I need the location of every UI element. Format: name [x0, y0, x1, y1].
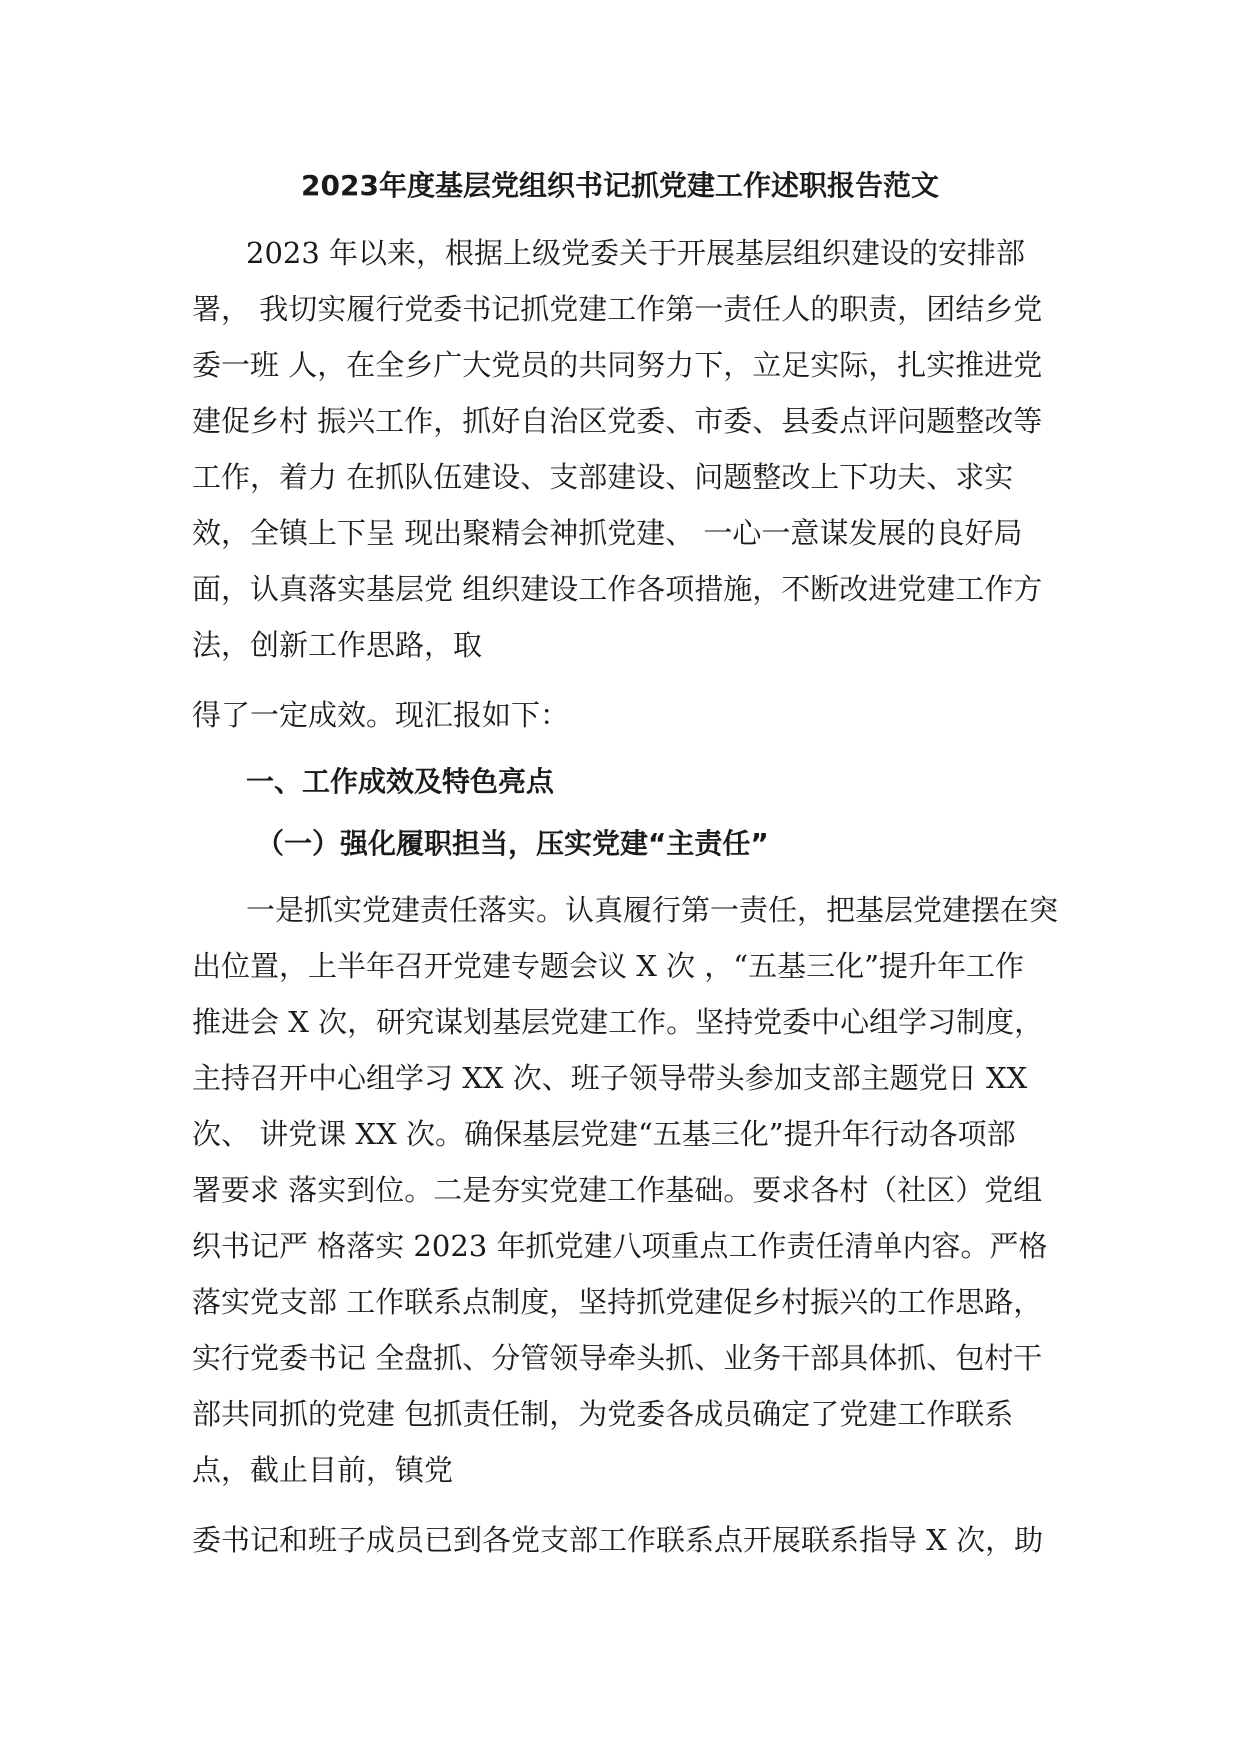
paragraph-line: 委书记和班子成员已到各党支部工作联系点开展联系指导 X 次，助 [192, 1523, 1044, 1557]
paragraph-line: 推进会 X 次，研究谋划基层党建工作。坚持党委中心组学习制度， [192, 1005, 1044, 1039]
paragraph-line: 面，认真落实基层党 组织建设工作各项措施，不断改进党建工作方 [192, 572, 1043, 606]
paragraph-line: 落实党支部 工作联系点制度，坚持抓党建促乡村振兴的工作思路， [192, 1285, 1043, 1319]
paragraph-line: 署要求 落实到位。二是夯实党建工作基础。要求各村（社区）党组 [192, 1173, 1043, 1207]
paragraph-line: 2023 年以来，根据上级党委关于开展基层组织建设的安排部 [246, 236, 1026, 270]
paragraph-line: 实行党委书记 全盘抓、分管领导牵头抓、业务干部具体抓、包村干 [192, 1341, 1043, 1375]
paragraph-line: 主持召开中心组学习 XX 次、班子领导带头参加支部主题党日 XX [192, 1061, 1028, 1095]
paragraph-line: 建促乡村 振兴工作，抓好自治区党委、市委、县委点评问题整改等 [192, 404, 1043, 438]
paragraph-line: 法，创新工作思路，取 [192, 628, 483, 662]
document-title: 2023年度基层党组织书记抓党建工作述职报告范文 [301, 169, 939, 202]
subsection-heading: （一）强化履职担当，压实党建“主责任” [256, 827, 769, 860]
paragraph-line: 一是抓实党建责任落实。认真履行第一责任，把基层党建摆在突 [246, 893, 1059, 927]
paragraph-line: 得了一定成效。现汇报如下： [192, 698, 570, 732]
paragraph-line: 委一班 人，在全乡广大党员的共同努力下，立足实际，扎实推进党 [192, 348, 1043, 382]
paragraph-line: 工作，着力 在抓队伍建设、支部建设、问题整改上下功夫、求实 [192, 460, 1014, 494]
paragraph-line: 效，全镇上下呈 现出聚精会神抓党建、 一心一意谋发展的良好局 [192, 516, 1023, 550]
paragraph-line: 点，截止目前，镇党 [192, 1453, 454, 1487]
paragraph-line: 部共同抓的党建 包抓责任制，为党委各成员确定了党建工作联系 [192, 1397, 1014, 1431]
paragraph-line: 出位置，上半年召开党建专题会议 X 次 ，“五基三化”提升年工作 [192, 949, 1024, 983]
section-heading: 一、工作成效及特色亮点 [246, 765, 555, 798]
paragraph-line: 织书记严 格落实 2023 年抓党建八项重点工作责任清单内容。严格 [192, 1229, 1048, 1263]
paragraph-line: 次、 讲党课 XX 次。确保基层党建“五基三化”提升年行动各项部 [192, 1117, 1016, 1151]
paragraph-line: 署， 我切实履行党委书记抓党建工作第一责任人的职责，团结乡党 [192, 292, 1043, 326]
